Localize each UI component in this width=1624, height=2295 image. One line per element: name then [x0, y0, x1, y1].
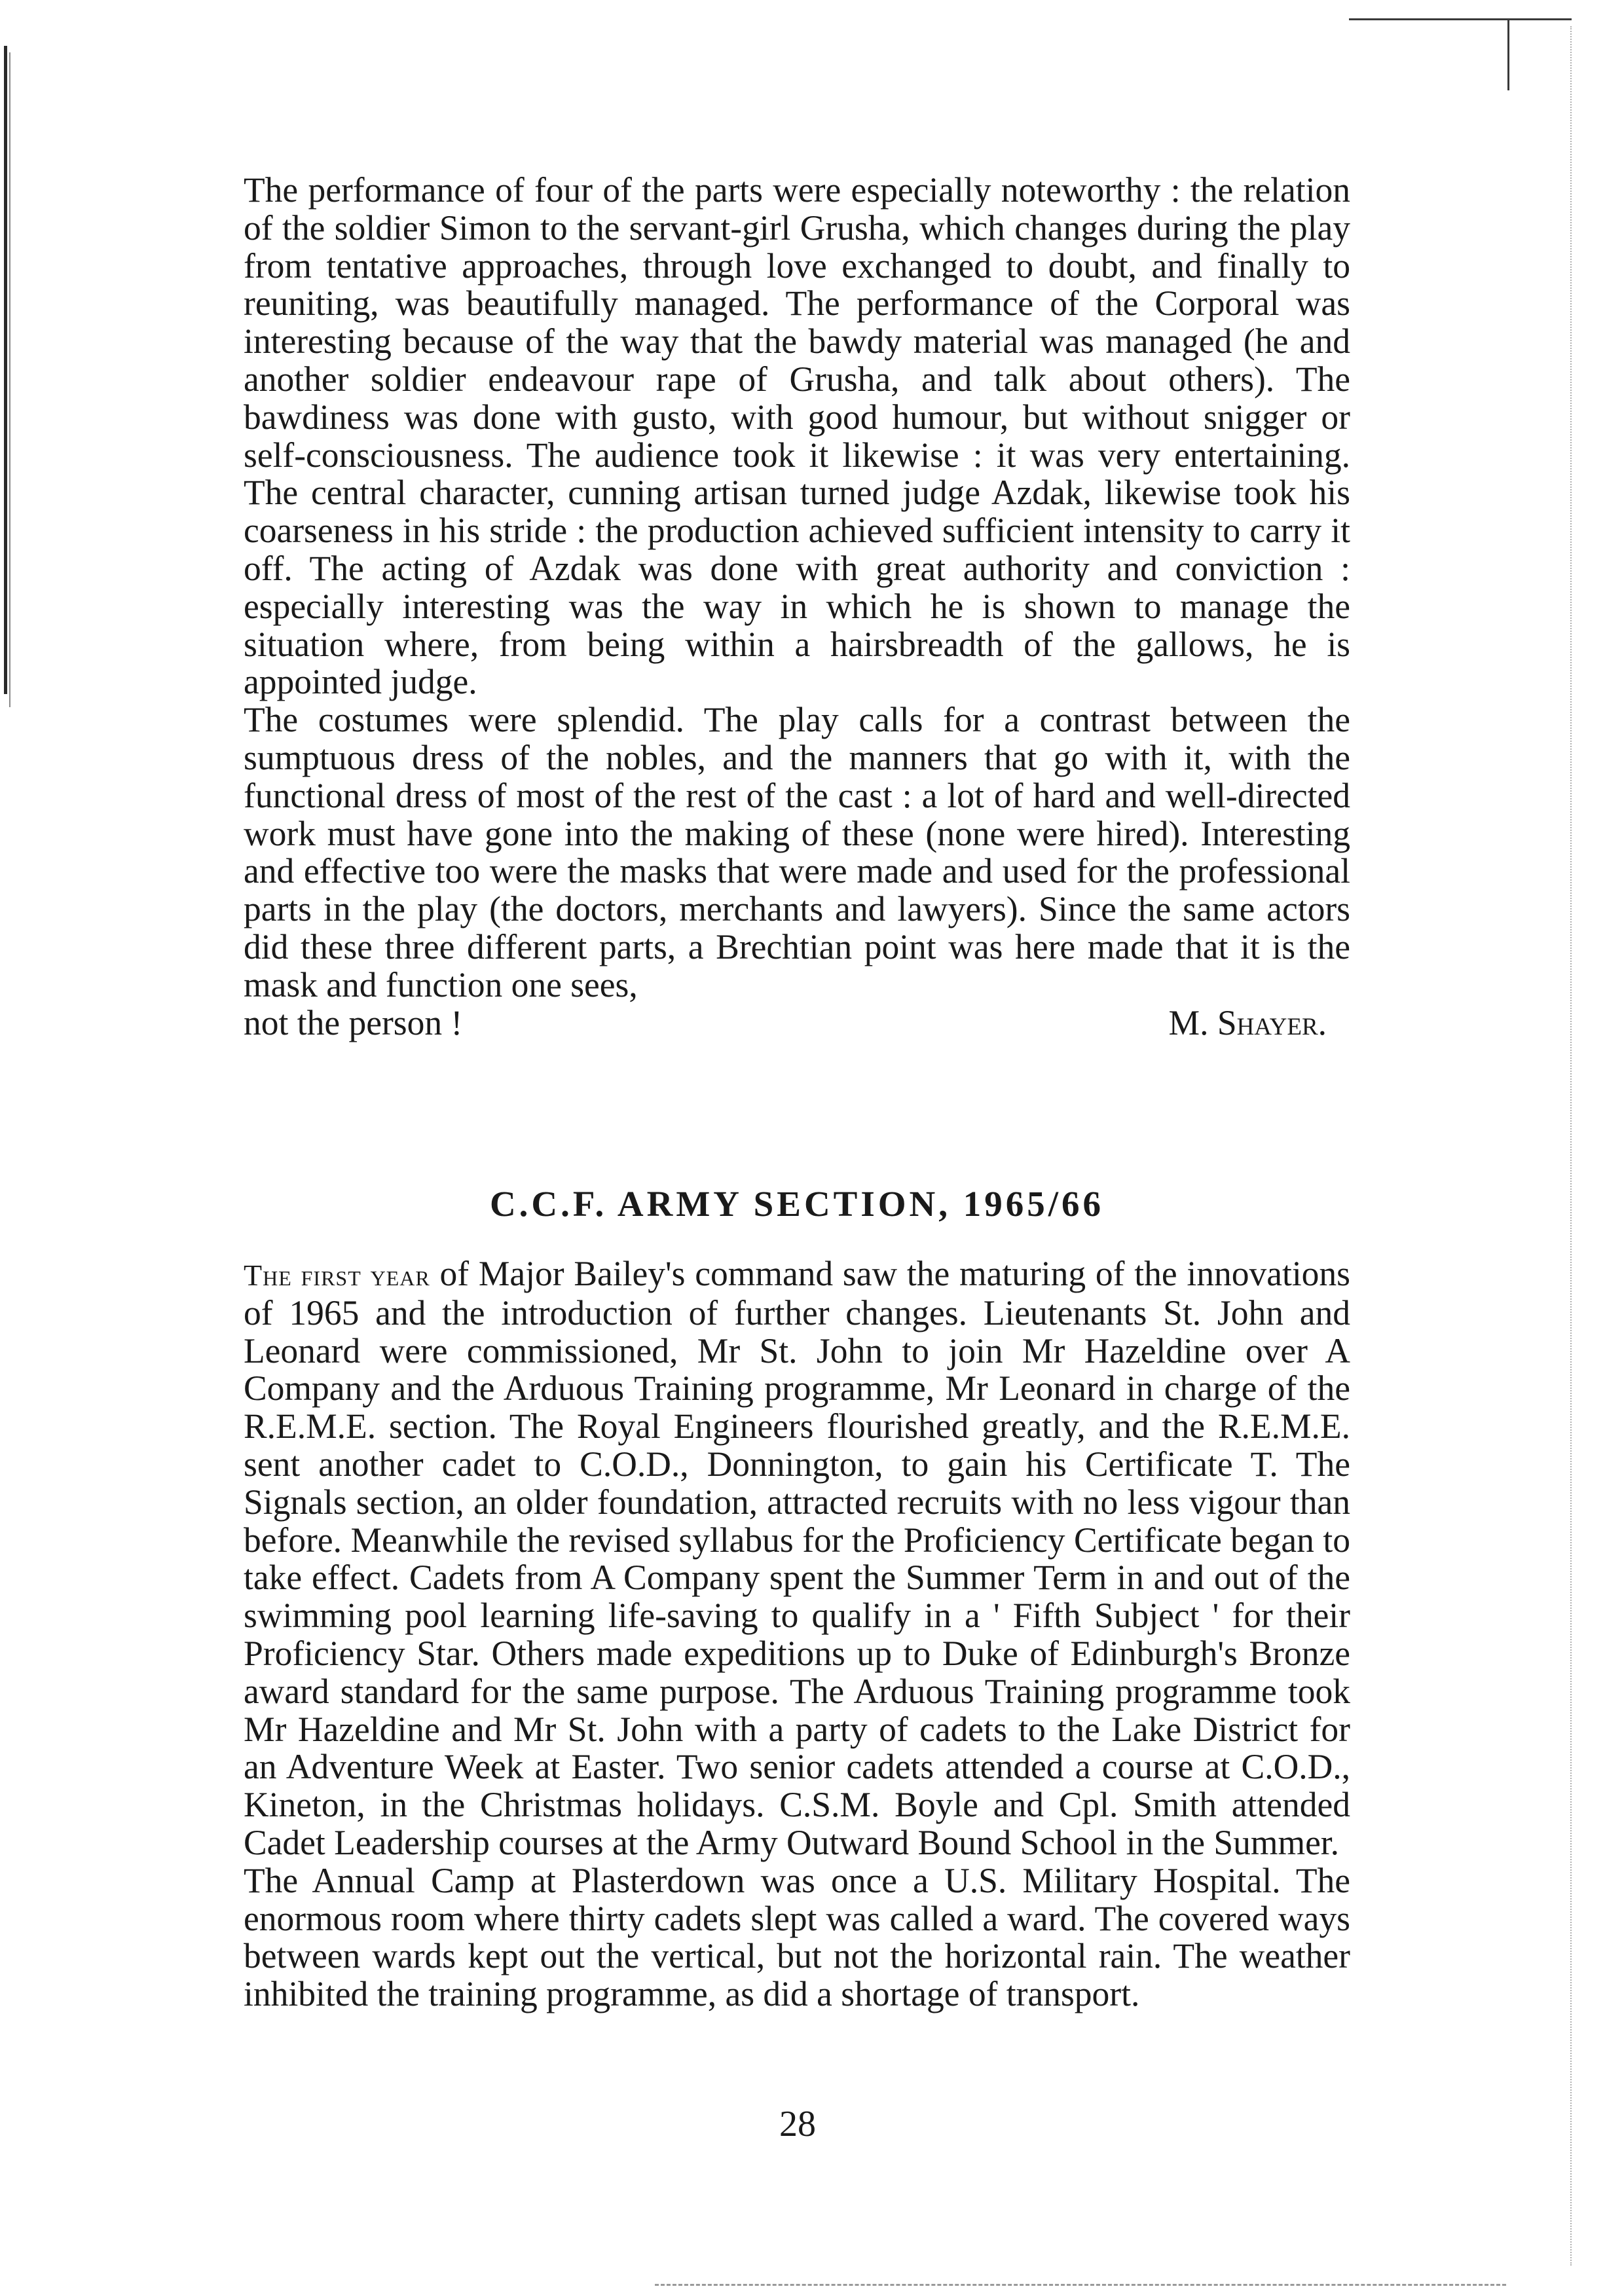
- ccf-paragraph-1-text: of Major Bailey's command saw the maturing of the innovations of 1965 and the introduction of further changes. Lieutenants St. John and Leonard were commissioned, Mr St. John to join Mr Hazeldine over A Company and the Arduous Training programme, Mr Leonard in charge of the R.E.M.E. section. The Royal Engineers flourished greatly, and the R.E.M.E. sent another cadet to C.O.D., Donnington, to gain his Certificate T. The Signals section, an older foundation, attracted recruits with no less vigour than before. Meanwhile the revised syllabus for the Proficiency Certificate began to take effect. Cadets from A Company spent the Summer Term in and out of the swimming pool learning life-saving to qualify in a ' Fifth Subject ' for their Proficiency Star. Others made expeditions up to Duke of Edinburgh's Bronze award standard for the same purpose. The Arduous Training programme took Mr Hazeldine and Mr St. John with a party of cadets to the Lake District for an Adventure Week at Easter. Two senior cadets attended a course at C.O.D., Kineton, in the Christmas holidays. C.S.M. Boyle and Cpl. Smith attended Cadet Leadership courses at the Army Outward Bound School in the Summer.: [244, 1254, 1350, 1862]
- scan-bottom-edge-dashes: [655, 2284, 1506, 2286]
- scan-top-rule: [1349, 18, 1572, 20]
- review-paragraph-1: The performance of four of the parts were especially noteworthy : the relation of the soldier Simon to the servant-girl Grusha, which changes during the play from tentative approaches, through love exchanged to doubt, and finally to reuniting, was beautifully managed. The performance of the Corporal was interesting because of the way that the bawdy material was managed (he and another soldier endeavour rape of Grusha, and talk about others). The bawdiness was done with gusto, with good humour, but without snigger or self-consciousness. The audience took it likewise : it was very entertaining. The central character, cunning artisan turned judge Azdak, likewise took his coarseness in his stride : the production achieved sufficient intensity to carry it off. The acting of Azdak was done with great authority and conviction : especially interesting was the way in which he is shown to manage the situation where, from being within a hairsbreadth of the gallows, he is appointed judge.: [244, 170, 1350, 702]
- ccf-section-body: [244, 1255, 1350, 2013]
- page-content: [244, 170, 1350, 2014]
- review-signature: M. Shayer.: [1168, 1002, 1327, 1042]
- scan-left-edge-line: [9, 52, 10, 707]
- review-closing-line: [244, 1004, 1350, 1042]
- ccf-lead-in: The first year: [244, 1258, 430, 1292]
- review-paragraph-2: The costumes were splendid. The play calls for a contrast between the sumptuous dress of the nobles, and the manners that go with it, with the functional dress of most of the rest of the cast : a lot of hard and well-directed work must have gone into the making of these (none were hired). Interesting and effective too were the masks that were made and used for the professional parts in the play (the doctors, merchants and lawyers). Since the same actors did these three different parts, a Brechtian point was here made that it is the mask and function one sees,: [244, 700, 1350, 1004]
- review-closing-text: not the person !: [244, 1002, 463, 1042]
- page-number: 28: [779, 2104, 816, 2144]
- ccf-paragraph-2: The Annual Camp at Plasterdown was once a U.S. Military Hospital. The enormous room where thirty cadets slept was called a ward. The covered ways between wards kept out the vertical, but not the horizontal rain. The weather inhibited the training programme, as did a shortage of transport.: [244, 1860, 1350, 2014]
- scan-top-rule-drop: [1507, 18, 1509, 90]
- scan-left-edge-shadow: [4, 46, 7, 694]
- scan-right-edge-dots: [1570, 26, 1572, 2266]
- ccf-paragraph-1: [244, 1255, 1350, 1862]
- ccf-section-heading: C.C.F. ARMY SECTION, 1965/66: [489, 1184, 1105, 1224]
